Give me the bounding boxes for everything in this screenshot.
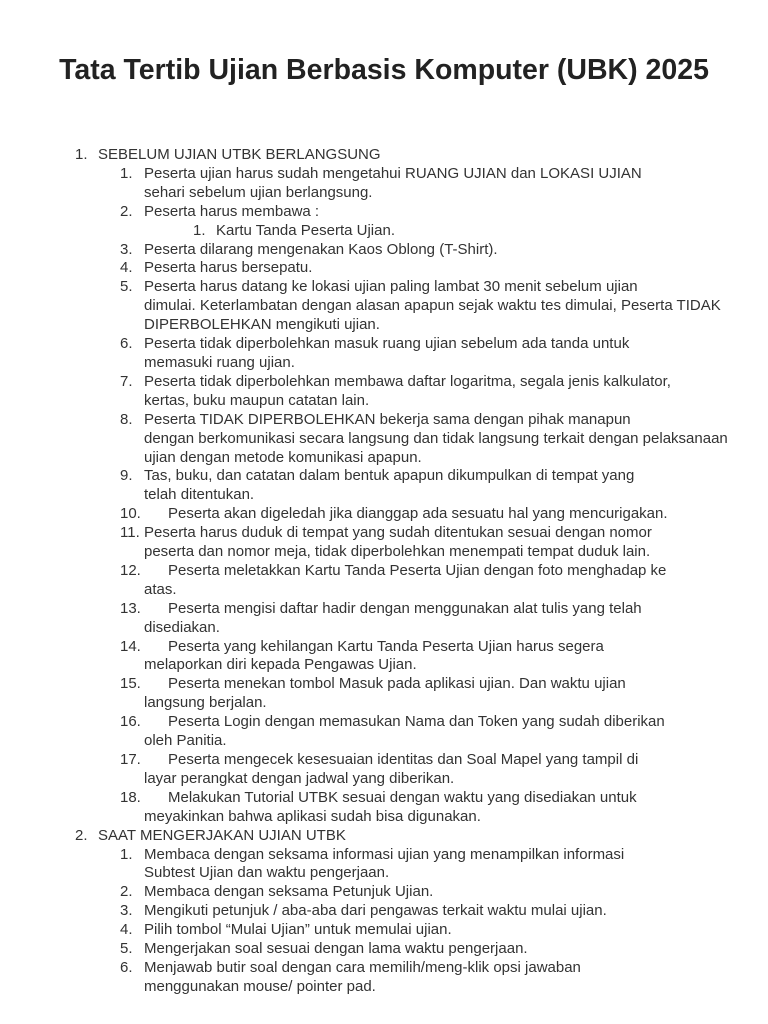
list-item (0, 203, 768, 222)
item-text-rest: memasuki ruang ujian. (144, 353, 295, 371)
item-text-rest: telah ditentukan. (144, 486, 255, 504)
list-item (0, 278, 768, 335)
item-text-line1: Peserta tidak diperbolehkan membawa daftar logaritma, segala jenis kalkulator, (144, 372, 671, 390)
item-number: 3. (120, 902, 133, 920)
list-item (0, 505, 768, 524)
item-text-line1: Menjawab butir soal dengan cara memilih/meng-klik opsi jawaban (144, 958, 581, 976)
item-text-line1: Pilih tombol “Mulai Ujian” untuk memulai ujian. (144, 921, 452, 939)
list-item (0, 902, 768, 921)
item-number: 2. (120, 202, 133, 220)
section-number: 2. (75, 826, 88, 844)
list-item (0, 165, 768, 203)
list-item (0, 335, 768, 373)
list-item (0, 600, 768, 638)
item-text-line1: Peserta TIDAK DIPERBOLEHKAN bekerja sama dengan pihak manapun (144, 410, 631, 428)
item-text-line1: Peserta harus datang ke lokasi ujian paling lambat 30 menit sebelum ujian (144, 278, 638, 296)
list-item (0, 411, 768, 468)
item-text-rest: sehari sebelum ujian berlangsung. (144, 183, 373, 201)
item-number: 11. (120, 524, 140, 542)
list-item (0, 467, 768, 505)
item-text-line1: Peserta ujian harus sudah mengetahui RUANG UJIAN dan LOKASI UJIAN (144, 164, 642, 182)
item-number: 17. (120, 751, 141, 768)
section-title: SAAT MENGERJAKAN UJIAN UTBK (98, 826, 346, 844)
item-number: 6. (120, 335, 133, 353)
rules-list (0, 146, 768, 997)
item-text-line1: Peserta mengecek kesesuaian identitas dan Soal Mapel yang tampil di (168, 751, 639, 768)
item-number: 1. (120, 164, 133, 182)
item-number: 5. (120, 940, 133, 958)
section-title: SEBELUM UJIAN UTBK BERLANGSUNG (98, 146, 381, 163)
item-text-line1: Peserta Login dengan memasukan Nama dan Token yang sudah diberikan (168, 713, 665, 731)
item-text-line1: Mengerjakan soal sesuai dengan lama waktu pengerjaan. (144, 940, 528, 958)
item-text-rest: dimulai. Keterlambatan dengan alasan apapun sejak waktu tes dimulai, Peserta TIDAK DIPERBOLEHKAN mengikuti ujian. (144, 297, 721, 334)
item-text-line1: Peserta harus bersepatu. (144, 259, 313, 277)
item-number: 12. (120, 561, 141, 579)
item-text-line1: Peserta meletakkan Kartu Tanda Peserta Ujian dengan foto menghadap ke (168, 561, 667, 579)
item-number: 10. (120, 505, 141, 523)
item-text-line1: Melakukan Tutorial UTBK sesuai dengan waktu yang disediakan untuk (168, 788, 637, 806)
item-text-rest: melaporkan diri kepada Pengawas Ujian. (144, 656, 417, 674)
item-text-rest: atas. (144, 580, 177, 598)
item-text-rest: meyakinkan bahwa aplikasi sudah bisa digunakan. (144, 807, 481, 825)
item-text-line1: Peserta akan digeledah jika dianggap ada sesuatu hal yang mencurigakan. (168, 505, 668, 523)
list-item (0, 373, 768, 411)
item-number: 18. (120, 788, 141, 806)
list-item (0, 751, 768, 789)
item-number: 6. (120, 958, 133, 976)
section-heading (0, 827, 768, 846)
item-number: 13. (120, 599, 141, 617)
list-item (0, 921, 768, 940)
list-item (0, 524, 768, 562)
item-number: 1. (120, 845, 133, 863)
item-number: 4. (120, 921, 133, 939)
sub-list-item (0, 222, 768, 241)
list-item (0, 789, 768, 827)
list-item (0, 940, 768, 959)
page-title: Tata Tertib Ujian Berbasis Komputer (UBK) 2025 (59, 54, 709, 86)
item-number: 15. (120, 675, 141, 693)
item-text-line1: Peserta tidak diperbolehkan masuk ruang ujian sebelum ada tanda untuk (144, 335, 630, 353)
item-number: 3. (120, 240, 133, 258)
list-item (0, 846, 768, 884)
item-number: 5. (120, 278, 133, 296)
item-text-rest: Subtest Ujian dan waktu pengerjaan. (144, 864, 390, 882)
item-text-line1: Mengikuti petunjuk / aba-aba dari pengawas terkait waktu mulai ujian. (144, 902, 607, 920)
item-number: 16. (120, 713, 141, 731)
item-text-line1: Peserta yang kehilangan Kartu Tanda Peserta Ujian harus segera (168, 637, 604, 655)
list-item (0, 562, 768, 600)
item-text-line1: Peserta mengisi daftar hadir dengan menggunakan alat tulis yang telah (168, 599, 642, 617)
item-number: 8. (120, 410, 133, 428)
item-text-line1: Tas, buku, dan catatan dalam bentuk apapun dikumpulkan di tempat yang (144, 467, 635, 485)
item-text-line1: Peserta dilarang mengenakan Kaos Oblong (T-Shirt). (144, 240, 498, 258)
item-text-line1: Peserta harus duduk di tempat yang sudah ditentukan sesuai dengan nomor (144, 524, 652, 542)
item-text-line1: Peserta menekan tombol Masuk pada aplikasi ujian. Dan waktu ujian (168, 675, 626, 693)
item-text-rest: menggunakan mouse/ pointer pad. (144, 977, 376, 995)
item-number: 9. (120, 467, 133, 485)
list-item (0, 713, 768, 751)
item-text-rest: peserta dan nomor meja, tidak diperbolehkan menempati tempat duduk lain. (144, 543, 651, 561)
item-number: 7. (120, 372, 133, 390)
item-text-rest: disediakan. (144, 618, 220, 636)
list-item (0, 883, 768, 902)
section-number: 1. (75, 146, 88, 163)
item-text-line1: Membaca dengan seksama Petunjuk Ujian. (144, 883, 434, 901)
item-text-rest: langsung berjalan. (144, 694, 267, 712)
item-text-rest: layar perangkat dengan jadwal yang diberikan. (144, 769, 455, 787)
item-number: 2. (120, 883, 133, 901)
item-text-rest: oleh Panitia. (144, 732, 227, 750)
item-text-line1: Peserta harus membawa : (144, 202, 320, 220)
list-item (0, 638, 768, 676)
list-item (0, 241, 768, 260)
list-item (0, 259, 768, 278)
item-text-rest: dengan berkomunikasi secara langsung dan tidak langsung terkait dengan pelaksanaan ujian dengan metode komunikasi apapun. (144, 429, 728, 466)
section-heading (0, 146, 768, 165)
list-item (0, 959, 768, 997)
item-text-rest: kertas, buku maupun catatan lain. (144, 391, 370, 409)
item-number: 4. (120, 259, 133, 277)
item-number: 14. (120, 637, 141, 655)
item-text-line1: Membaca dengan seksama informasi ujian yang menampilkan informasi (144, 845, 625, 863)
sub-item-text: Kartu Tanda Peserta Ujian. (216, 221, 395, 239)
sub-item-number: 1. (193, 221, 206, 239)
list-item (0, 675, 768, 713)
